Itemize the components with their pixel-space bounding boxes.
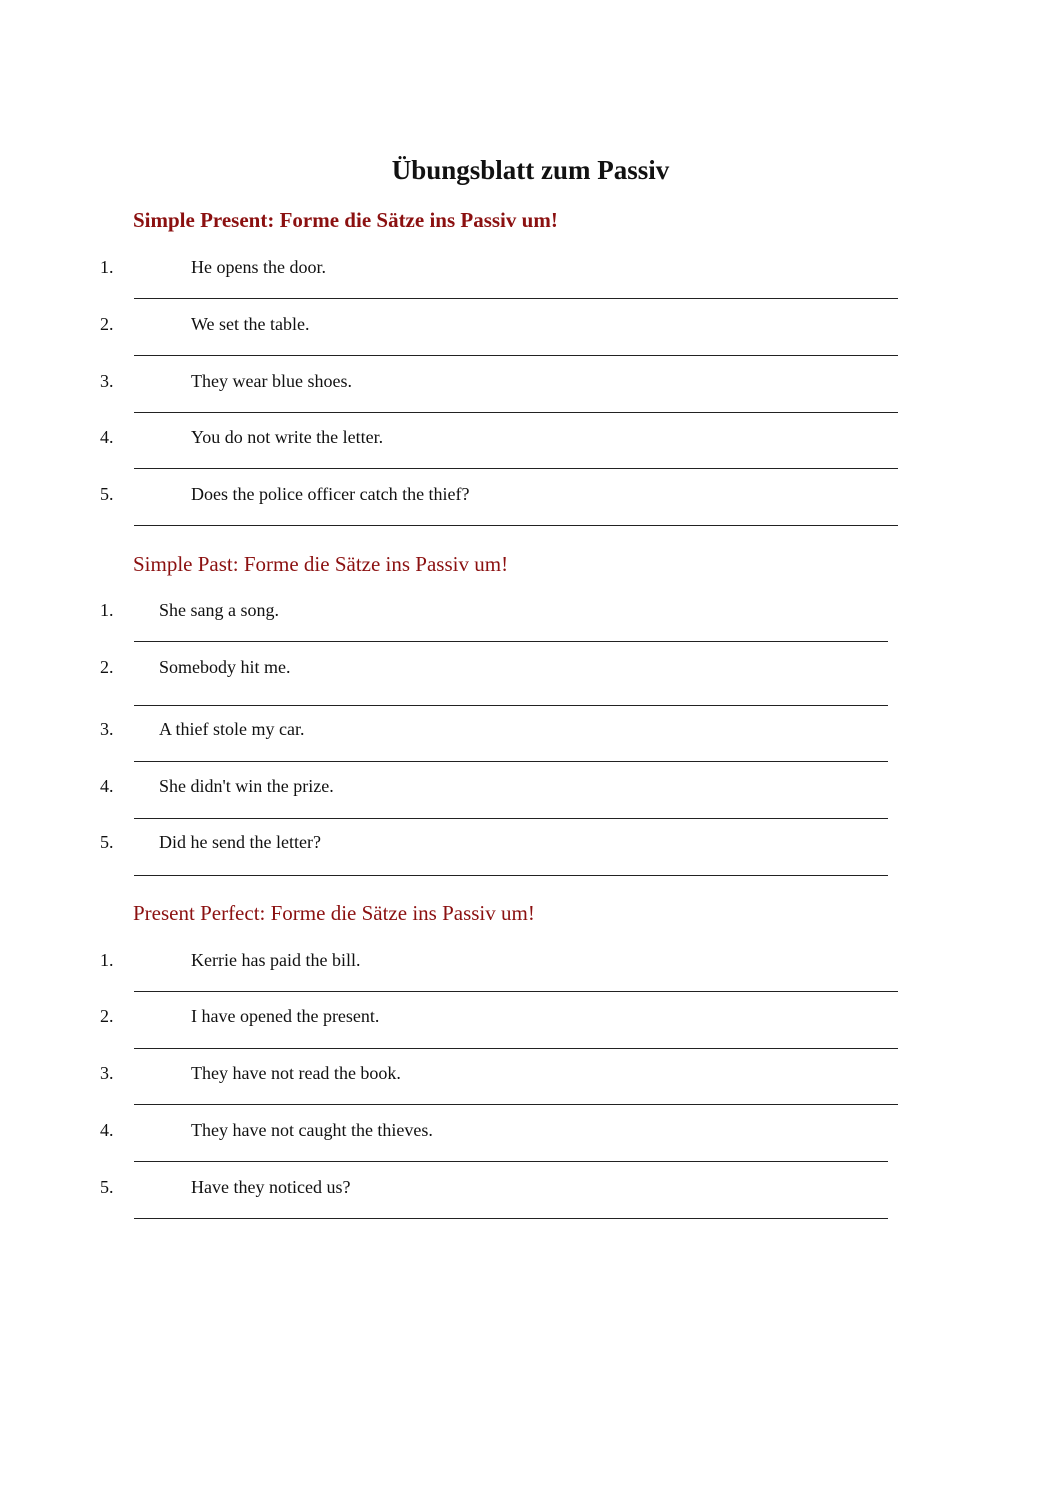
item-number: 1. (100, 257, 114, 277)
answer-line[interactable] (134, 1218, 888, 1219)
item-sentence: I have opened the present. (191, 1006, 380, 1026)
section-heading-simple-present: Simple Present: Forme die Sätze ins Passiv um! (133, 208, 558, 232)
answer-line[interactable] (134, 468, 898, 469)
item-number: 5. (100, 1177, 114, 1197)
item-sentence: Somebody hit me. (159, 657, 291, 677)
item-number: 3. (100, 371, 114, 391)
item-number: 1. (100, 600, 114, 620)
answer-line[interactable] (134, 1161, 888, 1162)
item-number: 4. (100, 427, 114, 447)
item-number: 4. (100, 776, 114, 796)
answer-line[interactable] (134, 1048, 898, 1049)
item-sentence: They wear blue shoes. (191, 371, 352, 391)
item-sentence: We set the table. (191, 314, 310, 334)
item-sentence: They have not read the book. (191, 1063, 401, 1083)
answer-line[interactable] (134, 525, 898, 526)
item-sentence: Have they noticed us? (191, 1177, 351, 1197)
item-number: 1. (100, 950, 114, 970)
item-sentence: You do not write the letter. (191, 427, 384, 447)
answer-line[interactable] (134, 991, 898, 992)
item-number: 5. (100, 832, 114, 852)
answer-line[interactable] (134, 705, 888, 706)
item-sentence: He opens the door. (191, 257, 326, 277)
answer-line[interactable] (134, 1104, 898, 1105)
answer-line[interactable] (134, 412, 898, 413)
item-sentence: Does the police officer catch the thief? (191, 484, 470, 504)
answer-line[interactable] (134, 355, 898, 356)
item-sentence: A thief stole my car. (159, 719, 305, 739)
item-sentence: Did he send the letter? (159, 832, 321, 852)
item-number: 2. (100, 1006, 114, 1026)
answer-line[interactable] (134, 818, 888, 819)
item-number: 4. (100, 1120, 114, 1140)
section-heading-present-perfect: Present Perfect: Forme die Sätze ins Passiv um! (133, 901, 535, 925)
worksheet-title: Übungsblatt zum Passiv (391, 155, 670, 185)
answer-line[interactable] (134, 298, 898, 299)
item-number: 2. (100, 314, 114, 334)
item-number: 3. (100, 719, 114, 739)
item-number: 3. (100, 1063, 114, 1083)
item-sentence: She didn't win the prize. (159, 776, 334, 796)
item-number: 2. (100, 657, 114, 677)
section-heading-simple-past: Simple Past: Forme die Sätze ins Passiv um! (133, 552, 509, 576)
answer-line[interactable] (134, 761, 888, 762)
item-sentence: They have not caught the thieves. (191, 1120, 433, 1140)
answer-line[interactable] (134, 875, 888, 876)
item-sentence: Kerrie has paid the bill. (191, 950, 361, 970)
answer-line[interactable] (134, 641, 888, 642)
item-sentence: She sang a song. (159, 600, 279, 620)
item-number: 5. (100, 484, 114, 504)
